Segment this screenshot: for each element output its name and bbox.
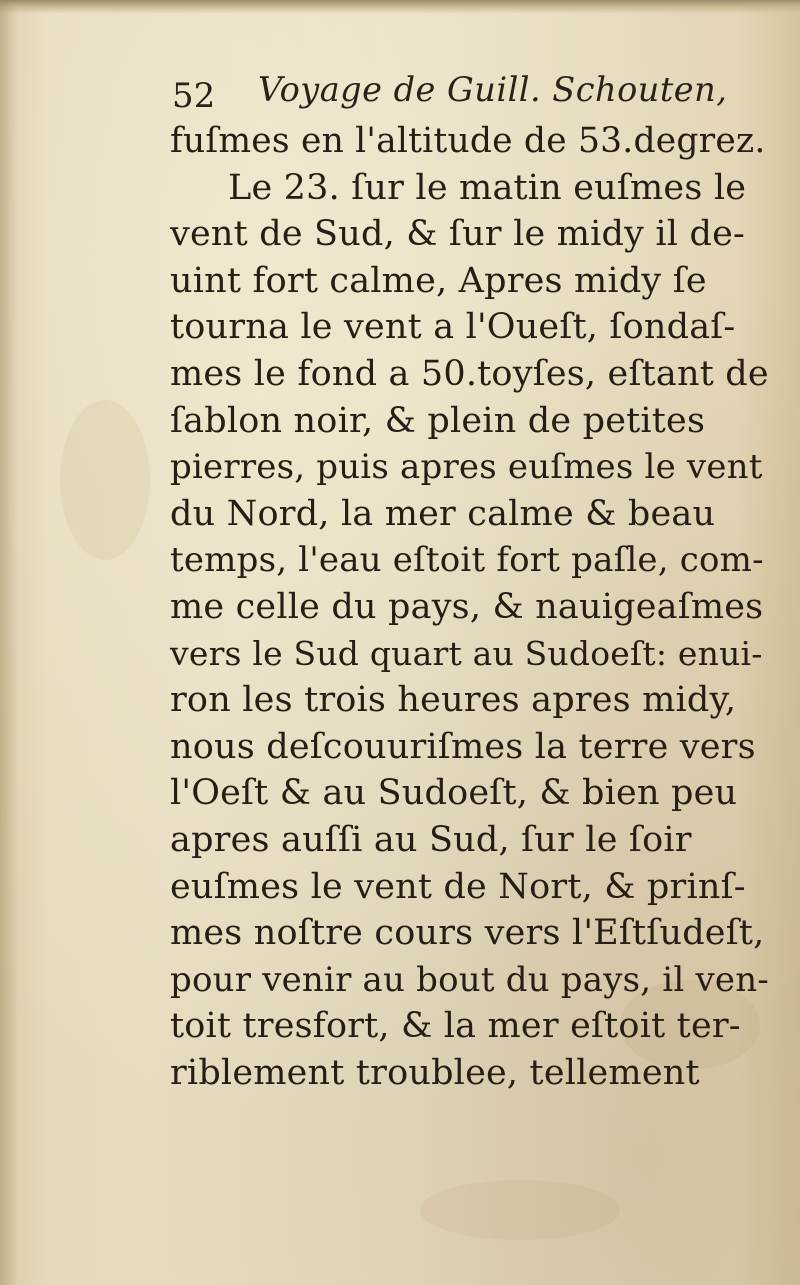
text-line: Le 23. ſur le matin euſmes le [228,167,747,208]
text-line: pierres, puis apres euſmes le vent [170,447,763,488]
paper-stain [420,1180,620,1240]
text-line: euſmes le vent de Nort, & prinſ- [170,866,746,907]
text-line: mes noſtre cours vers l'Eſtſudeſt, [170,913,765,954]
text-line: pour venir au bout du pays, il ven- [170,959,769,1000]
text-line: vers le Sud quart au Sudoeſt: enui- [170,633,763,673]
text-line: du Nord, la mer calme & beau [170,493,716,534]
text-line: apres auſſi au Sud, ſur le ſoir [170,819,692,860]
text-line: riblement troublee, tellement [170,1052,700,1093]
text-line: uint fort calme, Apres midy ſe [170,260,707,301]
text-line: ron les trois heures apres midy, [170,680,737,721]
page-top-edge [0,0,800,14]
text-line: l'Oeſt & au Sudoeſt, & bien peu [170,773,738,814]
paper-stain [60,400,150,560]
text-line: ſablon noir, & plein de petites [170,400,706,441]
text-line: tourna le vent a l'Oueſt, ſondaſ- [170,307,736,348]
text-line: fuſmes en l'altitude de 53.degrez. [170,121,766,161]
text-line: me celle du pays, & nauigeaſmes [170,586,764,627]
running-title: Voyage de Guill. Schouten, [258,70,728,109]
text-line: nous deſcouuriſmes la terre vers [170,726,756,767]
page-gutter-shadow [0,0,18,1285]
body-text [170,118,770,1096]
text-line: temps, l'eau eſtoit fort paſle, com- [170,540,764,581]
text-line: mes le fond a 50.toyſes, eſtant de [170,353,769,394]
text-line: vent de Sud, & ſur le midy il de- [170,214,746,255]
text-line: toit tresfort, & la mer eſtoit ter- [170,1006,741,1047]
page-number: 52 [172,76,216,116]
running-head [172,70,732,122]
